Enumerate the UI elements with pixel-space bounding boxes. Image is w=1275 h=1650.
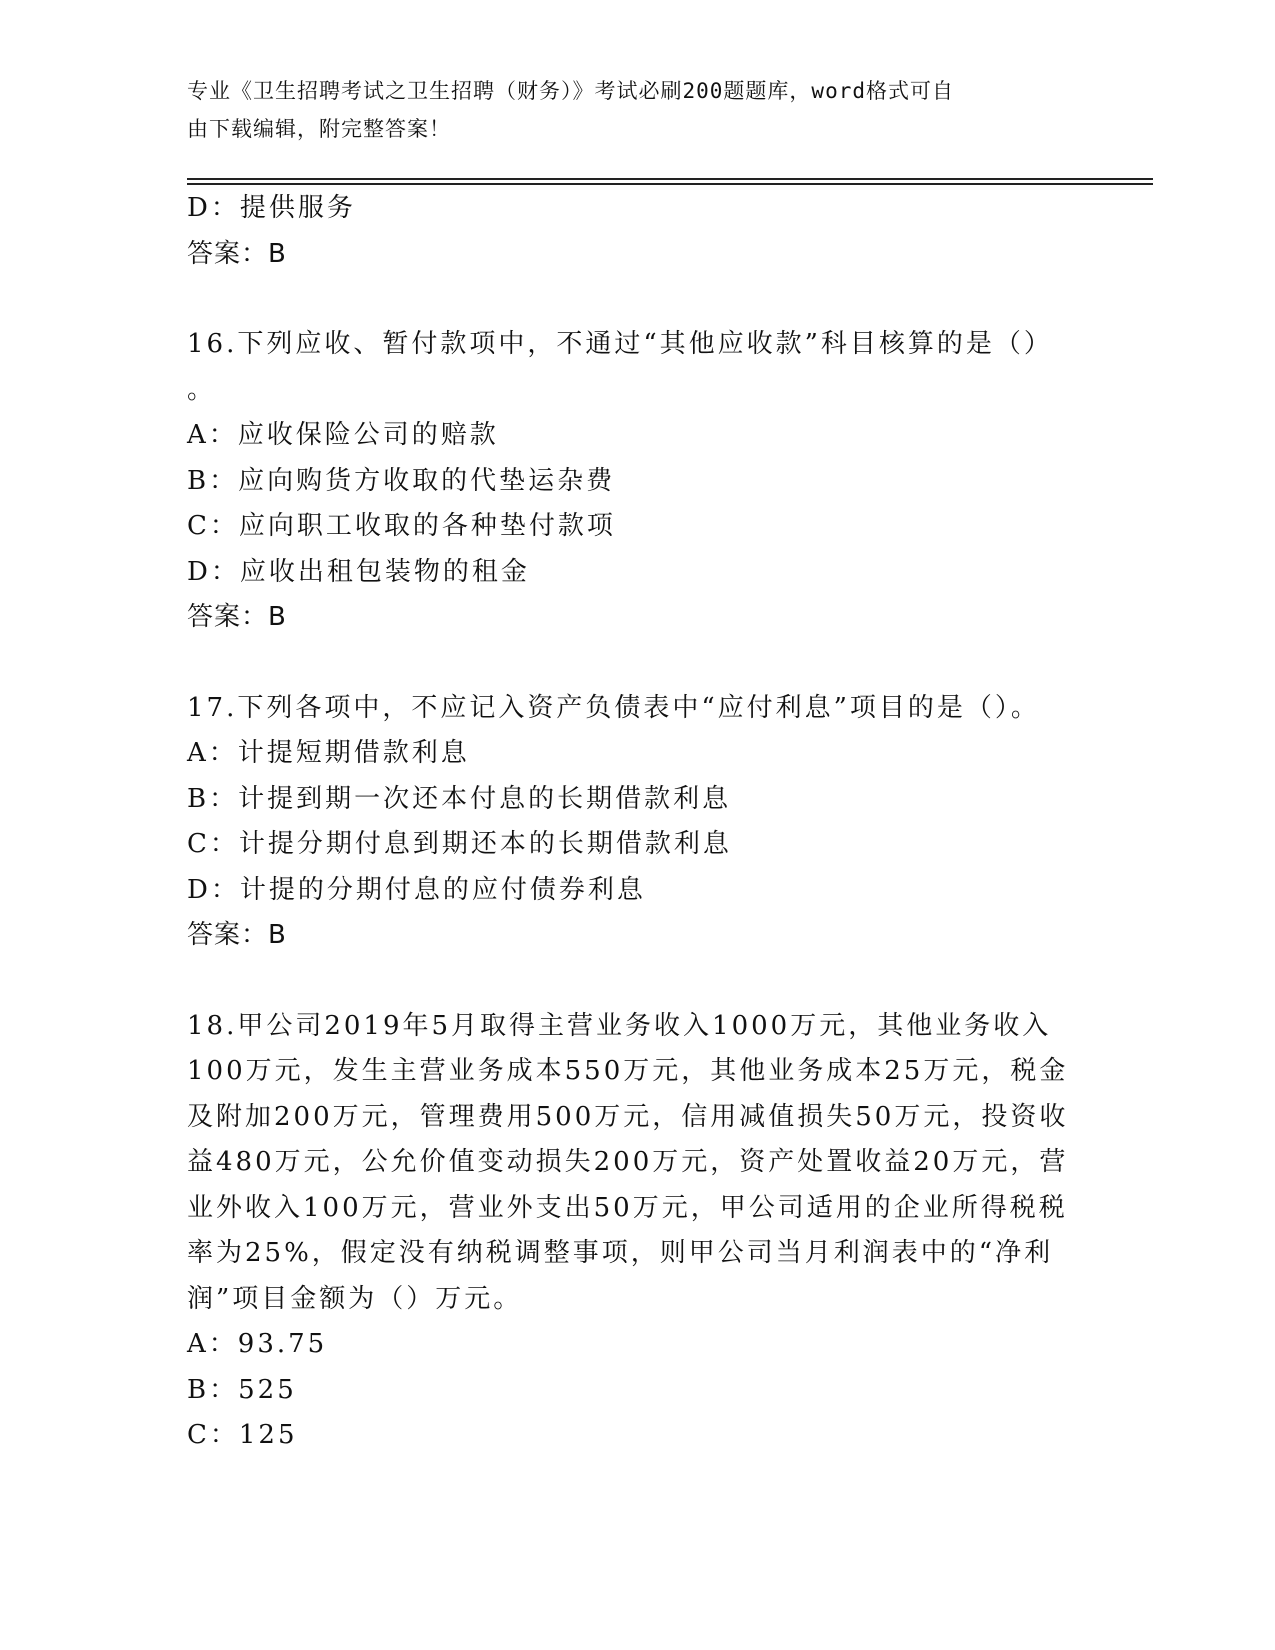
question-stem-continued: 100万元，发生主营业务成本550万元，其他业务成本25万元，税金 — [187, 1056, 1069, 1086]
question-stem-continued: 益480万元，公允价值变动损失200万元，资产处置收益20万元，营 — [187, 1147, 1069, 1177]
header-line-2: 由下载编辑，附完整答案！ — [187, 117, 451, 141]
question-17 — [187, 686, 1077, 959]
option-b: B：应向购货方收取的代垫运杂费 — [187, 465, 616, 496]
question-stem-continued: 润”项目金额为（）万元。 — [187, 1283, 523, 1314]
header-rule-top — [187, 178, 1153, 180]
question-stem: 18.甲公司2019年5月取得主营业务收入1000万元，其他业务收入 — [187, 1010, 1052, 1041]
option-b: B：计提到期一次还本付息的长期借款利息 — [187, 783, 732, 814]
option-a: A：计提短期借款利息 — [187, 738, 470, 768]
spacer — [187, 641, 1077, 686]
question-18 — [187, 1004, 1077, 1459]
option-a: A：93.75 — [187, 1329, 328, 1359]
spacer — [187, 959, 1077, 1004]
spacer — [187, 277, 1077, 322]
question-stem-continued: 率为25%，假定没有纳税调整事项，则甲公司当月利润表中的“净利 — [187, 1238, 1054, 1268]
option-c: C：125 — [187, 1420, 298, 1450]
document-body — [187, 186, 1077, 1459]
option-a: A：应收保险公司的赔款 — [187, 420, 499, 450]
option-c: C：计提分期付息到期还本的长期借款利息 — [187, 829, 732, 859]
document-header — [187, 72, 1067, 148]
answer-line: 答案：B — [187, 920, 287, 950]
option-d: D：应收出租包装物的租金 — [187, 556, 530, 587]
option-b: B：525 — [187, 1374, 297, 1405]
question-stem: 17.下列各项中，不应记入资产负债表中“应付利息”项目的是（）。 — [187, 692, 1040, 723]
question-stem-continued: 。 — [187, 374, 217, 405]
question-stem-continued: 及附加200万元，管理费用500万元，信用减值损失50万元，投资收 — [187, 1101, 1069, 1132]
answer-line: 答案：B — [187, 238, 287, 269]
option-c: C：应向职工收取的各种垫付款项 — [187, 511, 616, 541]
header-line-1: 专业《卫生招聘考试之卫生招聘（财务）》考试必刷200题题库，word格式可自 — [187, 79, 954, 103]
question-stem: 16.下列应收、暂付款项中，不通过“其他应收款”科目核算的是（） — [187, 329, 1053, 359]
header-rule-bottom — [187, 183, 1153, 185]
answer-line: 答案：B — [187, 602, 287, 632]
question-stem-continued: 业外收入100万元，营业外支出50万元，甲公司适用的企业所得税税 — [187, 1192, 1068, 1223]
option-d: D：计提的分期付息的应付债券利息 — [187, 874, 646, 905]
option-d: D：提供服务 — [187, 193, 356, 223]
question-16 — [187, 322, 1077, 641]
question-15-tail — [187, 186, 1077, 277]
